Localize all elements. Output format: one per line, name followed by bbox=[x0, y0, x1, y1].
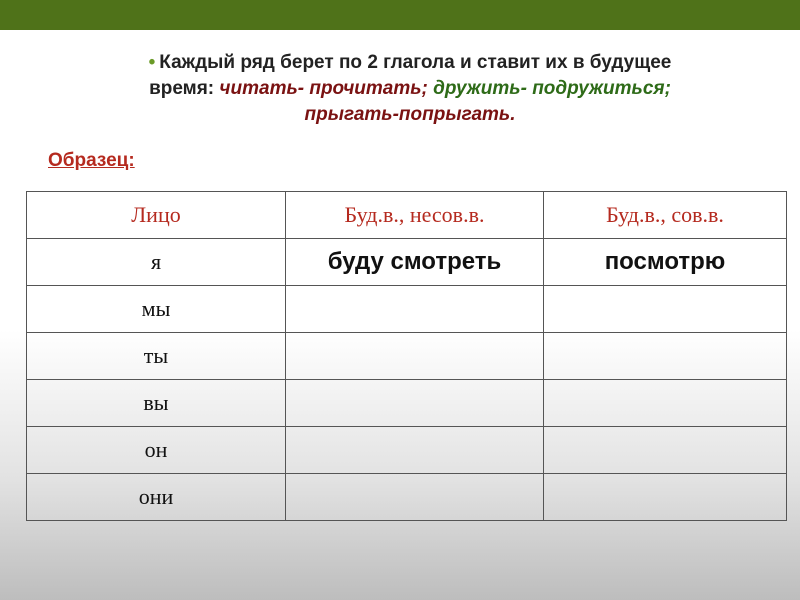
perfective-cell[interactable] bbox=[544, 333, 787, 380]
person-cell: он bbox=[27, 427, 286, 474]
imperfective-cell[interactable] bbox=[286, 474, 544, 521]
top-bar bbox=[0, 0, 800, 30]
bullet-icon: • bbox=[148, 52, 156, 73]
table-header-row bbox=[27, 192, 787, 239]
task-line-1: Каждый ряд берет по 2 глагола и ставит их в будущее bbox=[159, 52, 672, 73]
person-cell: я bbox=[27, 239, 286, 286]
header-person: Лицо bbox=[27, 192, 286, 239]
table-row bbox=[27, 333, 787, 380]
conjugation-table bbox=[26, 191, 787, 521]
perfective-cell[interactable] bbox=[544, 380, 787, 427]
imperfective-cell[interactable] bbox=[286, 286, 544, 333]
person-cell: ты bbox=[27, 333, 286, 380]
perfective-cell[interactable]: посмотрю bbox=[544, 239, 787, 286]
header-future-imperfective: Буд.в., несов.в. bbox=[286, 192, 544, 239]
task-line-2-prefix: время: bbox=[149, 78, 220, 99]
header-future-perfective: Буд.в., сов.в. bbox=[544, 192, 787, 239]
imperfective-cell[interactable] bbox=[286, 427, 544, 474]
imperfective-cell[interactable] bbox=[286, 333, 544, 380]
perfective-cell[interactable] bbox=[544, 286, 787, 333]
task-instruction bbox=[60, 50, 760, 128]
perfective-cell[interactable] bbox=[544, 474, 787, 521]
table-row bbox=[27, 474, 787, 521]
table-row bbox=[27, 380, 787, 427]
imperfective-cell[interactable] bbox=[286, 380, 544, 427]
person-cell: вы bbox=[27, 380, 286, 427]
imperfective-cell[interactable]: буду смотреть bbox=[286, 239, 544, 286]
person-cell: они bbox=[27, 474, 286, 521]
verb-pair-1: читать- прочитать; bbox=[219, 78, 428, 99]
person-cell: мы bbox=[27, 286, 286, 333]
table-row bbox=[27, 286, 787, 333]
sample-label: Образец: bbox=[48, 150, 135, 171]
verb-pair-3: прыгать-попрыгать. bbox=[304, 104, 516, 125]
perfective-cell[interactable] bbox=[544, 427, 787, 474]
table-row bbox=[27, 427, 787, 474]
verb-pair-2: дружить- подружиться; bbox=[427, 78, 671, 99]
table-row bbox=[27, 239, 787, 286]
